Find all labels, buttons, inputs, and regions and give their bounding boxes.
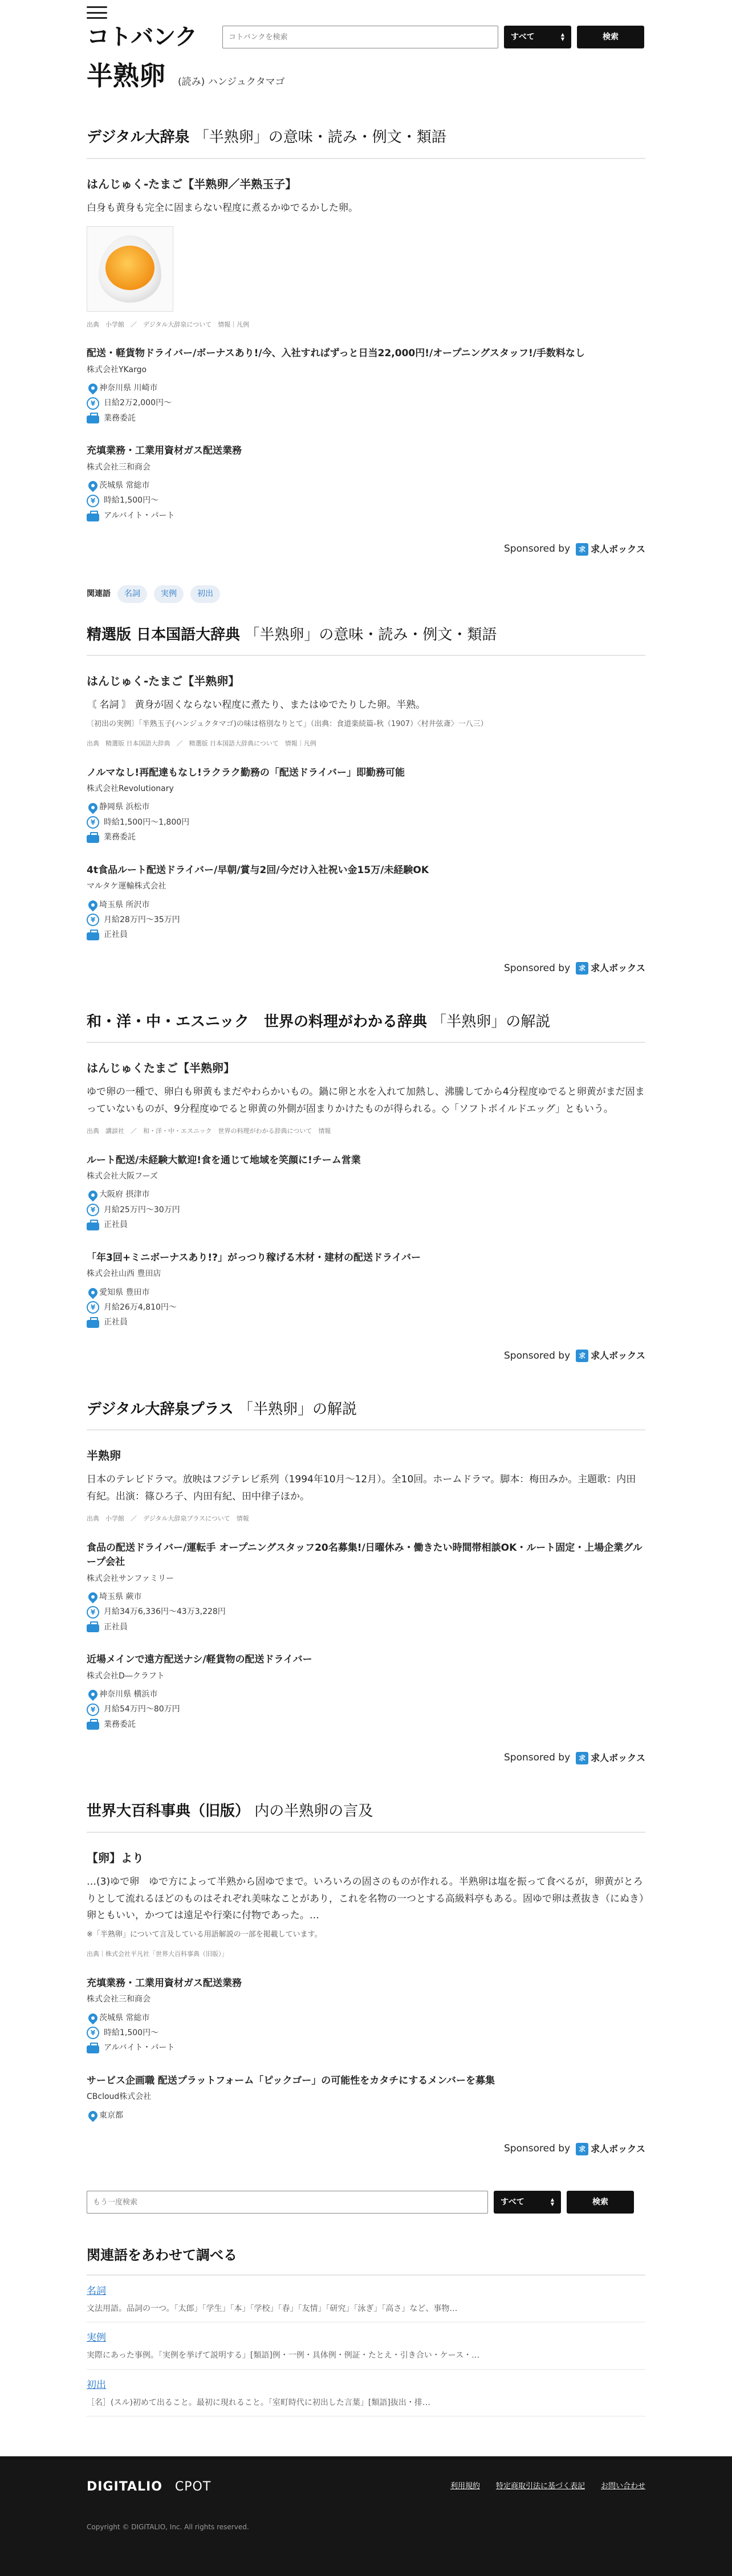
- job-location: 東京都: [87, 2109, 645, 2122]
- job-title[interactable]: 配送・軽貨物ドライバー/ボーナスあり!/今、入社すればずっと日当22,000円!/オープニングスタッフ!/手数料なし: [87, 348, 585, 360]
- location-pin-icon: [87, 382, 100, 395]
- bottom-category-label: すべて: [501, 2197, 524, 2207]
- source-line: 出典 精選版 日本国語大辞典 ／ 精選版 日本国語大辞典について 情報｜凡例: [87, 739, 316, 747]
- yen-icon: ¥: [87, 1606, 99, 1619]
- bottom-search-input[interactable]: [87, 2191, 488, 2214]
- briefcase-icon: [87, 415, 99, 423]
- page-heading: [87, 60, 645, 97]
- job-title[interactable]: 食品の配送ドライバー/運転手 オープニングスタッフ20名募集!/日曜休み・働きたい時間帯相談OK・ルート固定・上場企業グループ会社: [87, 1542, 642, 1568]
- sponsored-by: Sponsored by 求 求人ボックス: [87, 2141, 645, 2157]
- job-pay: ¥ 月給25万円〜30万円: [87, 1204, 645, 1216]
- related-term-desc: ［名］(スル)初めて出ること。最初に現れること。「室町時代に初出した言葉」[類語]抜出・排…: [87, 2398, 430, 2407]
- job-location: 埼玉県 所沢市: [87, 899, 645, 911]
- job-title[interactable]: 4t食品ルート配送ドライバー/早朝/賞与2回/今だけ入社祝い金15万/未経験OK: [87, 864, 429, 876]
- job-item[interactable]: [87, 1154, 645, 1232]
- job-location: 茨城県 常総市: [87, 2012, 645, 2024]
- page-title: 半熟卵: [87, 60, 165, 91]
- related-terms-title: 関連語をあわせて調べる: [87, 2244, 645, 2275]
- related-tag[interactable]: 初出: [190, 585, 220, 602]
- related-term-link[interactable]: 初出: [87, 2379, 106, 2391]
- yen-icon: ¥: [87, 816, 99, 829]
- job-pay: ¥ 月給54万円〜80万円: [87, 1703, 645, 1715]
- job-company: 株式会社三和商会: [87, 1995, 151, 2004]
- section-title: 精選版 日本国語大辞典 「半熟卵」の意味・読み・例文・類語: [87, 623, 645, 657]
- job-company: 株式会社三和商会: [87, 462, 151, 472]
- job-company: CBcloud株式会社: [87, 2092, 152, 2102]
- job-title[interactable]: 充填業務・工業用資材ガス配送業務: [87, 1977, 242, 1989]
- entry-body: 〘 名詞 〙 黄身が固くならない程度に煮たり、またはゆでたりした卵。半熟。: [87, 699, 426, 711]
- briefcase-icon: [87, 1624, 99, 1632]
- related-tag[interactable]: 名詞: [117, 585, 147, 602]
- job-type: 正社員: [87, 1621, 645, 1633]
- digitalio-logo[interactable]: DIGITALIO: [87, 2480, 162, 2495]
- briefcase-icon: [87, 1222, 99, 1230]
- related-term-item[interactable]: [87, 2276, 645, 2323]
- location-pin-icon: [87, 1688, 100, 1701]
- source-line: 出典｜株式会社平凡社「世界大百科事典（旧版）」: [87, 1950, 228, 1958]
- entry-heading: 【卵】より: [87, 1851, 144, 1865]
- job-type: 正社員: [87, 1218, 645, 1231]
- job-type: 正社員: [87, 1316, 645, 1328]
- job-company: 株式会社山西 豊田店: [87, 1269, 161, 1279]
- entry-body: 白身も黄身も完全に固まらない程度に煮るかゆでるかした卵。: [87, 202, 358, 214]
- entry-heading: はんじゅく‐たまご【半熟卵／半熟玉子】: [87, 177, 297, 191]
- dict-section-daijisen-plus: [87, 1398, 645, 1766]
- yen-icon: ¥: [87, 495, 99, 507]
- job-item[interactable]: [87, 1653, 645, 1731]
- yen-icon: ¥: [87, 1204, 99, 1216]
- search-button[interactable]: 検索: [577, 26, 644, 48]
- yen-icon: ¥: [87, 914, 99, 926]
- job-list: [87, 766, 645, 941]
- search-input[interactable]: [222, 26, 498, 48]
- job-pay: ¥ 時給1,500円〜1,800円: [87, 816, 645, 829]
- select-arrows-icon: ▲ ▼: [560, 32, 564, 42]
- related-term-item[interactable]: [87, 2322, 645, 2370]
- briefcase-icon: [87, 835, 99, 843]
- job-type: 業務委託: [87, 1718, 645, 1731]
- briefcase-icon: [87, 932, 99, 940]
- location-pin-icon: [87, 479, 100, 492]
- header: [87, 0, 645, 97]
- bottom-search-bar: [87, 2191, 645, 2214]
- job-item[interactable]: [87, 1251, 645, 1329]
- entry-body: 日本のテレビドラマ。放映はフジテレビ系列（1994年10月〜12月）。全10回。ホームドラマ。脚本：梅田みか。主題歌：内田有紀。出演：篠ひろ子、内田有紀、田中律子ほか。: [87, 1474, 636, 1503]
- sponsored-by: Sponsored by 求 求人ボックス: [87, 961, 645, 976]
- job-item[interactable]: [87, 347, 645, 425]
- related-term-desc: 文法用語。品詞の一つ。「太郎」「学生」「本」「学校」「春」「友情」「研究」「泳ぎ」「高さ」など、事物…: [87, 2304, 458, 2313]
- kyujinbox-logo[interactable]: 求 求人ボックス: [576, 542, 645, 557]
- related-term-link[interactable]: 名詞: [87, 2285, 106, 2297]
- job-type: 正社員: [87, 928, 645, 941]
- logo[interactable]: コトバンク: [87, 24, 197, 50]
- job-type: 業務委託: [87, 831, 645, 843]
- briefcase-icon: [87, 513, 99, 521]
- dict-section-cooking: [87, 1010, 645, 1364]
- job-title[interactable]: ルート配送/未経験大歓迎!食を通じて地域を笑顔に!チーム営業: [87, 1154, 361, 1166]
- job-type: アルバイト・パート: [87, 510, 645, 522]
- section-title: デジタル大辞泉プラス 「半熟卵」の解説: [87, 1398, 645, 1431]
- kyujinbox-logo[interactable]: 求 求人ボックス: [576, 1751, 645, 1766]
- select-arrows-icon: ▲ ▼: [550, 2197, 554, 2207]
- kyujinbox-logo[interactable]: 求 求人ボックス: [576, 1348, 645, 1363]
- source-line: 出典 講談社 ／ 和・洋・中・エスニック 世界の料理がわかる辞典について 情報: [87, 1127, 331, 1135]
- job-title[interactable]: ノルマなし!再配達もなし!ラクラク勤務の「配送ドライバー」即勤務可能: [87, 767, 405, 778]
- job-location: 大阪府 摂津市: [87, 1188, 645, 1201]
- section-title: 世界大百科事典（旧版） 内の半熟卵の言及: [87, 1800, 645, 1833]
- job-list: [87, 1154, 645, 1329]
- related-term-link[interactable]: 実例: [87, 2332, 106, 2344]
- location-pin-icon: [87, 801, 100, 814]
- location-pin-icon: [87, 898, 100, 911]
- job-item[interactable]: [87, 766, 645, 844]
- kyujinbox-logo[interactable]: 求 求人ボックス: [576, 961, 645, 976]
- location-pin-icon: [87, 2109, 100, 2122]
- job-location: 神奈川県 横浜市: [87, 1688, 645, 1701]
- entry-heading: はんじゅく‐たまご【半熟卵】: [87, 674, 240, 688]
- footer-link-terms[interactable]: 利用規約: [450, 2482, 480, 2491]
- job-location: 愛知県 豊田市: [87, 1286, 645, 1299]
- job-company: 株式会社Revolutionary: [87, 784, 174, 794]
- location-pin-icon: [87, 1591, 100, 1604]
- job-pay: ¥ 時給1,500円〜: [87, 494, 645, 507]
- entry-heading: 半熟卵: [87, 1449, 121, 1463]
- job-list: [87, 1976, 645, 2122]
- briefcase-icon: [87, 2045, 99, 2053]
- egg-image[interactable]: [87, 226, 173, 312]
- job-list: [87, 1541, 645, 1731]
- yen-icon: ¥: [87, 397, 99, 410]
- footer-logos: [87, 2477, 223, 2497]
- job-location: 茨城県 常総市: [87, 479, 645, 492]
- yen-icon: ¥: [87, 1301, 99, 1314]
- sponsored-by: Sponsored by 求 求人ボックス: [87, 541, 645, 557]
- job-location: 静岡県 浜松市: [87, 801, 645, 813]
- bottom-category-select[interactable]: [494, 2191, 561, 2214]
- footer: [0, 2456, 732, 2576]
- job-item[interactable]: [87, 2074, 645, 2122]
- dict-section-daijisen: [87, 126, 645, 557]
- entry-body: …(3)ゆで卵 ゆで方によって半熟から固ゆでまで。いろいろの固さのものが作れる。半熟卵は塩を振って食べるが，卵黄がとろりとして流れるほどのものはそれぞれ美味なことがあり，これを名物の一つとする高級料亭もある。固ゆで卵は煮抜き（にぬき）卵ともいい，かつては遠足や行楽に付物であった。…: [87, 1876, 644, 1922]
- job-title[interactable]: 充填業務・工業用資材ガス配送業務: [87, 445, 242, 457]
- copyright: Copyright © DIGITALIO, Inc. All rights reserved.: [87, 2523, 249, 2532]
- related-terms: [87, 2244, 645, 2416]
- section-title: デジタル大辞泉 「半熟卵」の意味・読み・例文・類語: [87, 126, 645, 159]
- dict-section-nikkoku: [87, 623, 645, 976]
- location-pin-icon: [87, 1188, 100, 1201]
- briefcase-icon: [87, 1320, 99, 1328]
- related-tag[interactable]: 実例: [154, 585, 184, 602]
- menu-icon[interactable]: [87, 5, 107, 21]
- page-reading: (読み) ハンジュクタマゴ: [178, 76, 285, 88]
- section-title: 和・洋・中・エスニック 世界の料理がわかる辞典 「半熟卵」の解説: [87, 1010, 645, 1044]
- job-title[interactable]: 「年3回+ミニボーナスあり!?」がっつり稼げる木材・建材の配送ドライバー: [87, 1252, 421, 1263]
- job-company: 株式会社D―クラフト: [87, 1671, 165, 1681]
- mention-note: ※「半熟卵」について言及している用語解説の一部を掲載しています。: [87, 1930, 322, 1939]
- briefcase-icon: [87, 1722, 99, 1730]
- sponsored-by: Sponsored by 求 求人ボックス: [87, 1750, 645, 1766]
- category-select-label: すべて: [511, 32, 535, 42]
- cpot-logo[interactable]: CPOT: [174, 2480, 212, 2495]
- related-term-desc: 実際にあった事例。「実例を挙げて説明する」[類語]例・一例・具体例・例証・たとえ・引き合い・ケース・…: [87, 2351, 480, 2361]
- job-location: 埼玉県 蕨市: [87, 1591, 645, 1603]
- related-tags-label: 関連語: [87, 589, 111, 599]
- footer-link-commerce[interactable]: 特定商取引法に基づく表記: [495, 2482, 585, 2491]
- dict-section-heibonsha: [87, 1800, 645, 2157]
- job-list: [87, 347, 645, 522]
- related-tags: [87, 585, 645, 602]
- job-pay: ¥ 月給34万6,336円〜43万3,228円: [87, 1605, 645, 1618]
- related-term-item[interactable]: [87, 2370, 645, 2417]
- job-company: 株式会社サンファミリー: [87, 1574, 174, 1583]
- job-pay: ¥ 月給26万4,810円〜: [87, 1301, 645, 1314]
- job-company: 株式会社YKargo: [87, 365, 147, 374]
- location-pin-icon: [87, 2011, 100, 2024]
- job-location: 神奈川県 川崎市: [87, 382, 645, 394]
- bottom-search-button[interactable]: 検索: [567, 2191, 634, 2214]
- job-pay: ¥ 時給1,500円〜: [87, 2027, 645, 2039]
- source-line: 出典 小学館 ／ デジタル大辞泉について 情報｜凡例: [87, 320, 250, 328]
- search-bar: [87, 24, 645, 50]
- yen-icon: ¥: [87, 2027, 99, 2039]
- job-type: アルバイト・パート: [87, 2041, 645, 2054]
- job-company: 株式会社大阪フーズ: [87, 1172, 158, 1181]
- job-pay: ¥ 月給28万円〜35万円: [87, 914, 645, 926]
- job-company: マルタケ運輸株式会社: [87, 882, 166, 891]
- location-pin-icon: [87, 1286, 100, 1299]
- kyujinbox-logo[interactable]: 求 求人ボックス: [576, 2142, 645, 2157]
- job-item[interactable]: [87, 863, 645, 941]
- entry-heading: はんじゅくたまご【半熟卵】: [87, 1061, 235, 1075]
- sponsored-by: Sponsored by 求 求人ボックス: [87, 1348, 645, 1364]
- category-select[interactable]: [504, 26, 571, 48]
- entry-body: ゆで卵の一種で、卵白も卵黄もまだやわらかいもの。鍋に卵と水を入れて加熱し、沸騰してから4分程度ゆでると卵黄がまだ固まっていないものが、9分程度ゆでると卵黄の外側が固まりかけたものが得られる。◇「ソフトボイルドエッグ」ともいう。: [87, 1086, 645, 1115]
- job-item[interactable]: [87, 1541, 645, 1634]
- job-title[interactable]: サービス企画職 配送プラットフォーム「ピックゴー」の可能性をカタチにするメンバーを募集: [87, 2074, 495, 2086]
- job-pay: ¥ 日給2万2,000円〜: [87, 397, 645, 409]
- job-type: 業務委託: [87, 412, 645, 425]
- job-item[interactable]: [87, 1976, 645, 2055]
- source-line: 出典 小学館 ／ デジタル大辞泉プラスについて 情報: [87, 1514, 249, 1522]
- citation-note: 〔初出の実例〕「半熟玉子(ハンジュクタマゴ)の味は格別なりとて」（出典：食道楽続篇‐秋（1907）〈村井弦斎〉一八三）: [87, 720, 488, 729]
- yen-icon: ¥: [87, 1703, 99, 1716]
- job-title[interactable]: 近場メインで遠方配送ナシ/軽貨物の配送ドライバー: [87, 1654, 312, 1666]
- footer-links: [434, 2481, 645, 2493]
- footer-link-contact[interactable]: お問い合わせ: [600, 2482, 645, 2491]
- job-item[interactable]: [87, 444, 645, 522]
